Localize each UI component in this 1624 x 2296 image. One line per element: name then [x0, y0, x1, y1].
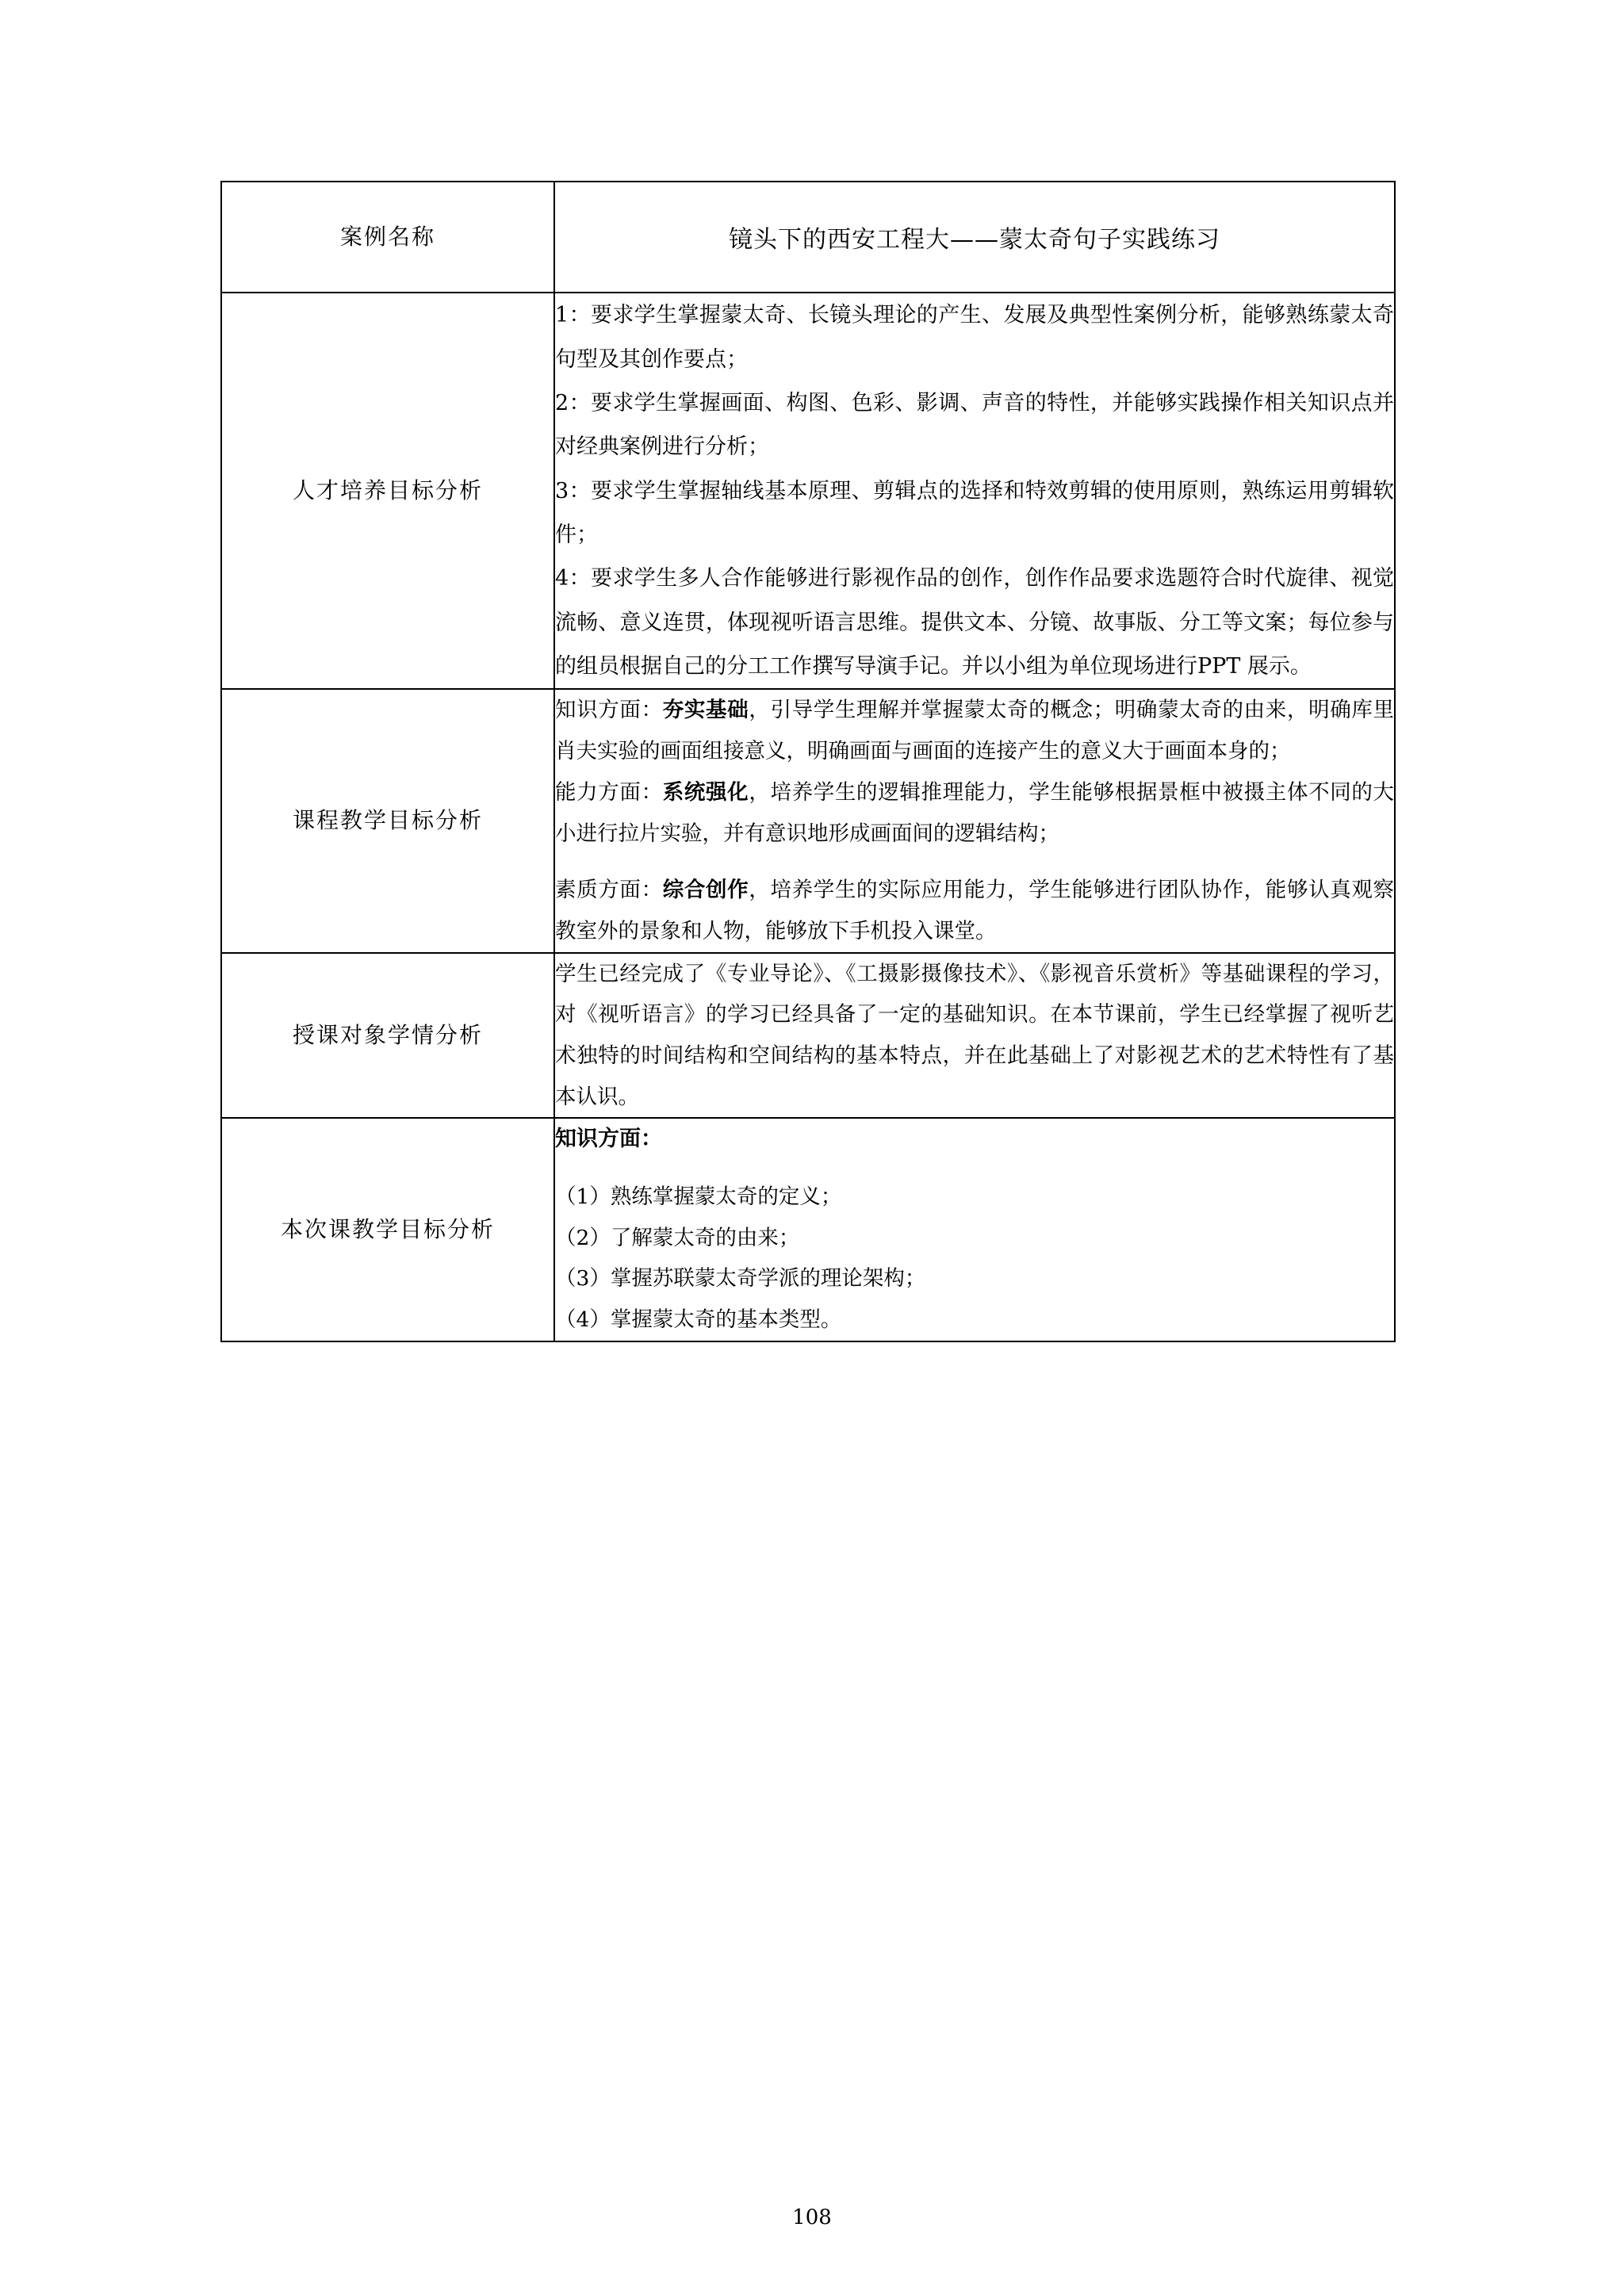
- ability-prefix: 能力方面：: [555, 779, 663, 805]
- row-label-course-goal: 课程教学目标分析: [221, 689, 554, 952]
- row-label-lesson-goal: 本次课教学目标分析: [221, 1118, 554, 1341]
- ability-keyword: 系统强化: [662, 779, 749, 805]
- row-label-student-analysis: 授课对象学情分析: [221, 953, 554, 1119]
- table-row: [221, 953, 1395, 1119]
- row-label-talent-goal: 人才培养目标分析: [221, 293, 554, 689]
- ability-text: ，培养学生的逻辑推理能力，学生能够根据景框中被摄主体不同的大小进行拉片实验，并有意识地形成画面间的逻辑结构；: [555, 779, 1395, 846]
- paragraph: 3：要求学生掌握轴线基本原理、剪辑点的选择和特效剪辑的使用原则，熟练运用剪辑软件；: [555, 478, 1394, 548]
- knowledge-prefix: 知识方面：: [555, 698, 663, 723]
- paragraph-knowledge: [555, 690, 1394, 771]
- list-item: （4）掌握蒙太奇的基本类型。: [555, 1307, 842, 1332]
- list-item: （3）掌握苏联蒙太奇学派的理论架构；: [555, 1266, 926, 1292]
- row-content-case-name: 镜头下的西安工程大——蒙太奇句子实践练习: [554, 182, 1395, 293]
- page-number: 108: [792, 2206, 832, 2229]
- knowledge-keyword: 夯实基础: [662, 698, 749, 723]
- row-content-student-analysis: [554, 953, 1395, 1119]
- table-row: [221, 293, 1395, 689]
- row-content-course-goal: [554, 689, 1395, 952]
- table-row: [221, 689, 1395, 952]
- lesson-plan-table: [220, 181, 1396, 1342]
- row-content-talent-goal: [554, 293, 1395, 689]
- quality-prefix: 素质方面：: [555, 878, 663, 903]
- table-row: [221, 1118, 1395, 1341]
- list-item: （2）了解蒙太奇的由来；: [555, 1225, 800, 1250]
- paragraph-quality: [555, 870, 1394, 951]
- row-label-case-name: 案例名称: [221, 182, 554, 293]
- paragraph: 学生已经完成了《专业导论》、《工摄影摄像技术》、《影视音乐赏析》等基础课程的学习，对《视听语言》的学习已经具备了一定的基础知识。在本节课前，学生已经掌握了视听艺术独特的时间结构和空间结构的基本特点，并在此基础上了对影视艺术的艺术特性有了基本认识。: [555, 961, 1394, 1109]
- paragraph-ability: [555, 772, 1394, 854]
- paragraph: 1：要求学生掌握蒙太奇、长镜头理论的产生、发展及典型性案例分析，能够熟练蒙太奇句型及其创作要点；: [555, 303, 1394, 372]
- knowledge-text: ，引导学生理解并掌握蒙太奇的概念；明确蒙太奇的由来，明确库里肖夫实验的画面组接意义，明确画面与画面的连接产生的意义大于画面本身的；: [555, 698, 1395, 764]
- quality-text: ，培养学生的实际应用能力，学生能够进行团队协作，能够认真观察教室外的景象和人物，能够放下手机投入课堂。: [555, 878, 1395, 943]
- paragraph: 4：要求学生多人合作能够进行影视作品的创作，创作作品要求选题符合时代旋律、视觉流畅、意义连贯，体现视听语言思维。提供文本、分镜、故事版、分工等文案；每位参与的组员根据自己的分工工作撰写导演手记。并以小组为单位现场进行PPT 展示。: [555, 566, 1394, 679]
- quality-keyword: 综合创作: [662, 878, 749, 903]
- paragraph: 2：要求学生掌握画面、构图、色彩、影调、声音的特性，并能够实践操作相关知识点并对经典案例进行分析；: [555, 391, 1394, 460]
- table-row: [221, 182, 1395, 293]
- lesson-goal-heading: 知识方面：: [555, 1127, 662, 1152]
- list-item: （1）熟练掌握蒙太奇的定义；: [555, 1184, 842, 1209]
- row-content-lesson-goal: [554, 1118, 1395, 1341]
